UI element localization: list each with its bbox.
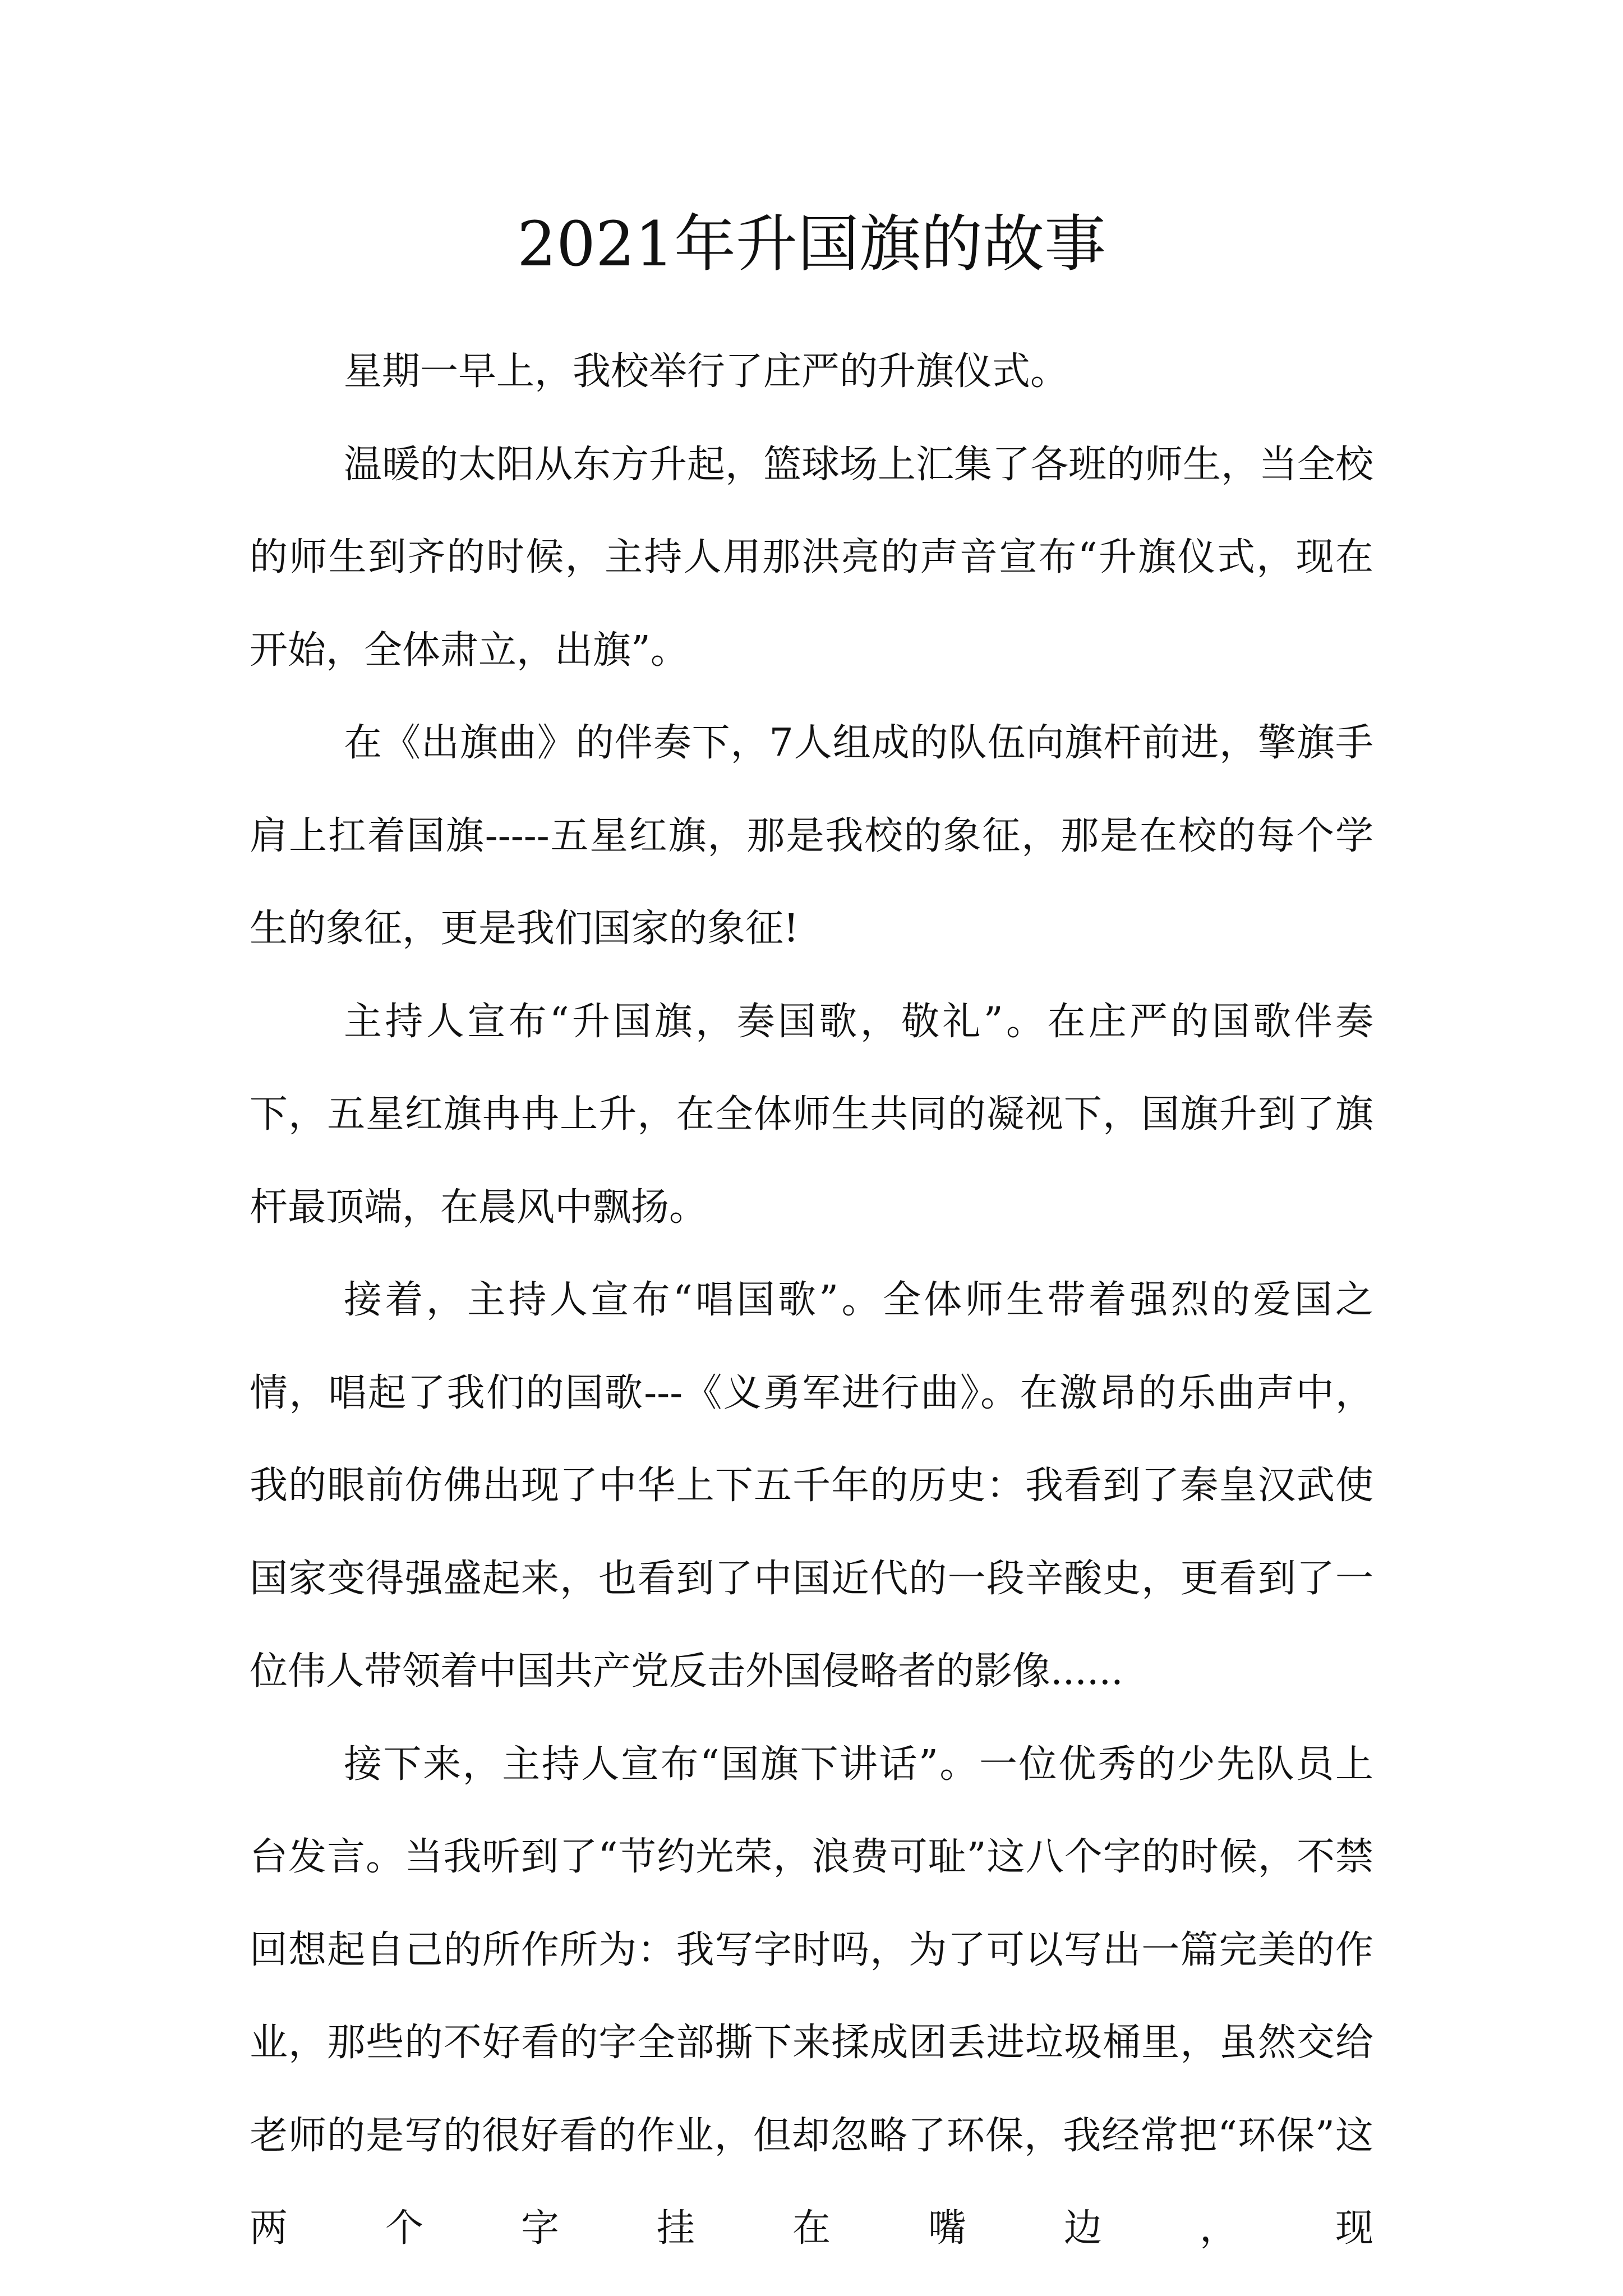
paragraph: 星期一早上，我校举行了庄严的升旗仪式。 (344, 349, 1069, 394)
paragraph: 接着，主持人宣布“唱国歌”。全体师生带着强烈的爱国之情，唱起了我们的国歌---《义勇军进行曲》。在激昂的乐曲声中，我的眼前仿佛出现了中华上下五千年的历史：我看到了秦皇汉武使国家变得强盛起来，也看到了中国近代的一段辛酸史，更看到了一位伟人带领着中国共产党反击外国侵略者的影像...... (250, 1278, 1373, 1694)
document-title: 2021年升国旗的故事 (517, 208, 1106, 280)
paragraph: 接下来，主持人宣布“国旗下讲话”。一位优秀的少先队员上台发言。当我听到了“节约光荣，浪费可耻”这八个字的时候，不禁回想起自己的所作所为：我写字时吗，为了可以写出一篇完美的作业，那些的不好看的字全部撕下来揉成团丢进垃圾桶里，虽然交给老师的是写的很好看的作业，但却忽略了环保，我经常把“环保”这两个字挂在嘴边，现 (250, 1742, 1373, 2251)
paragraph: 主持人宣布“升国旗，奏国歌，敬礼”。在庄严的国歌伴奏下，五星红旗冉冉上升，在全体师生共同的凝视下，国旗升到了旗杆最顶端，在晨风中飘扬。 (250, 999, 1373, 1230)
document-body (250, 325, 1373, 2275)
paragraph: 在《出旗曲》的伴奏下，7人组成的队伍向旗杆前进，擎旗手肩上扛着国旗-----五星红旗，那是我校的象征，那是在校的每个学生的象征，更是我们国家的象征! (250, 721, 1373, 951)
paragraph: 温暖的太阳从东方升起，篮球场上汇集了各班的师生，当全校的师生到齐的时候，主持人用那洪亮的声音宣布“升旗仪式，现在开始，全体肃立，出旗”。 (250, 442, 1374, 673)
